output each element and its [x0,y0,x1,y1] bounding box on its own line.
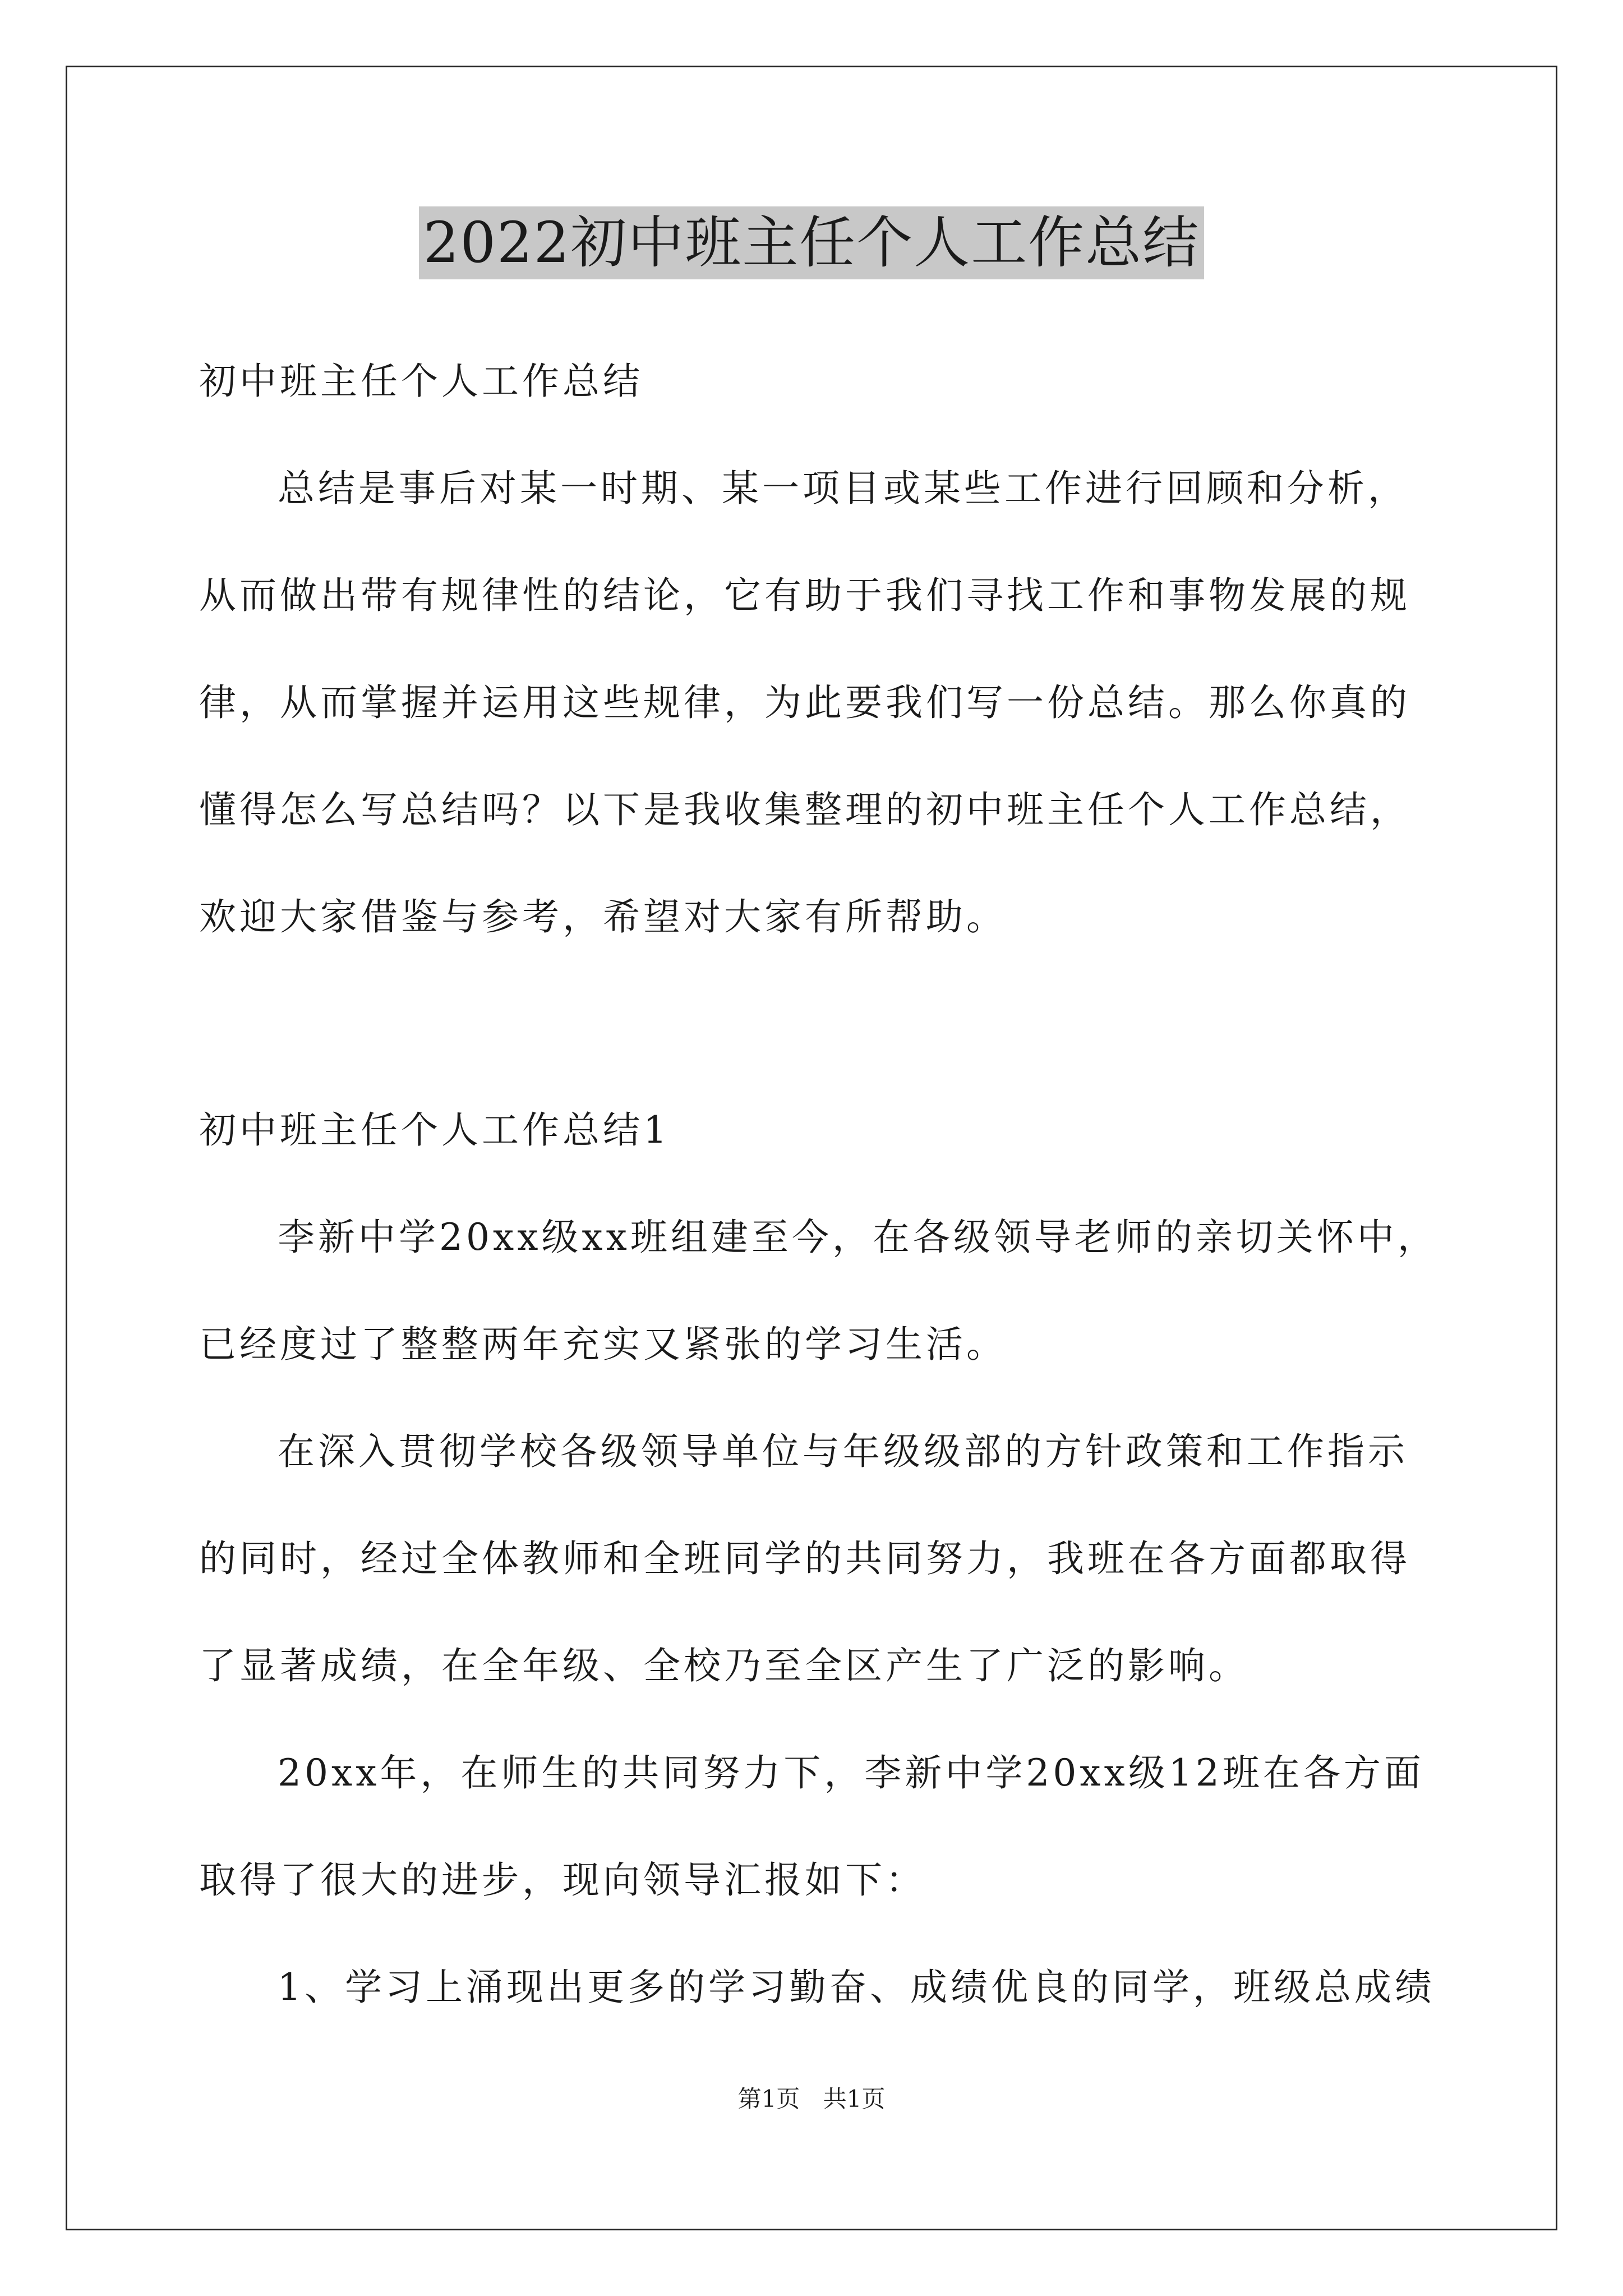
page-footer [0,2082,1623,2116]
paragraph-line: 欢迎大家借鉴与参考，希望对大家有所帮助。 [199,895,1007,938]
document-title-text: 2022初中班主任个人工作总结 [419,206,1205,279]
section-heading: 初中班主任个人工作总结1 [199,1108,670,1152]
paragraph-line: 1、学习上涌现出更多的学习勤奋、成绩优良的同学，班级总成绩 [278,1966,1435,2009]
page-number: 第1页 [737,2085,800,2113]
paragraph-line: 的同时，经过全体教师和全班同学的共同努力，我班在各方面都取得 [199,1537,1410,1580]
paragraph-line: 20xx年，在师生的共同努力下，李新中学20xx级12班在各方面 [278,1751,1424,1795]
subtitle-line: 初中班主任个人工作总结 [199,360,643,403]
paragraph-line: 李新中学20xx级xx班组建至今，在各级领导老师的亲切关怀中， [278,1216,1438,1259]
paragraph-line: 在深入贯彻学校各级领导单位与年级级部的方针政策和工作指示 [278,1430,1408,1473]
paragraph-line: 懂得怎么写总结吗？以下是我收集整理的初中班主任个人工作总结， [199,788,1410,831]
paragraph-line: 律，从而掌握并运用这些规律，为此要我们写一份总结。那么你真的 [199,681,1410,724]
document-title [0,206,1623,279]
paragraph-line: 取得了很大的进步，现向领导汇报如下： [199,1858,926,1902]
paragraph-line: 已经度过了整整两年充实又紧张的学习生活。 [199,1323,1007,1366]
paragraph-line: 了显著成绩，在全年级、全校乃至全区产生了广泛的影响。 [199,1644,1249,1687]
paragraph-line: 总结是事后对某一时期、某一项目或某些工作进行回顾和分析， [278,467,1408,510]
page-total: 共1页 [823,2085,886,2113]
paragraph-line: 从而做出带有规律性的结论，它有助于我们寻找工作和事物发展的规 [199,574,1410,617]
